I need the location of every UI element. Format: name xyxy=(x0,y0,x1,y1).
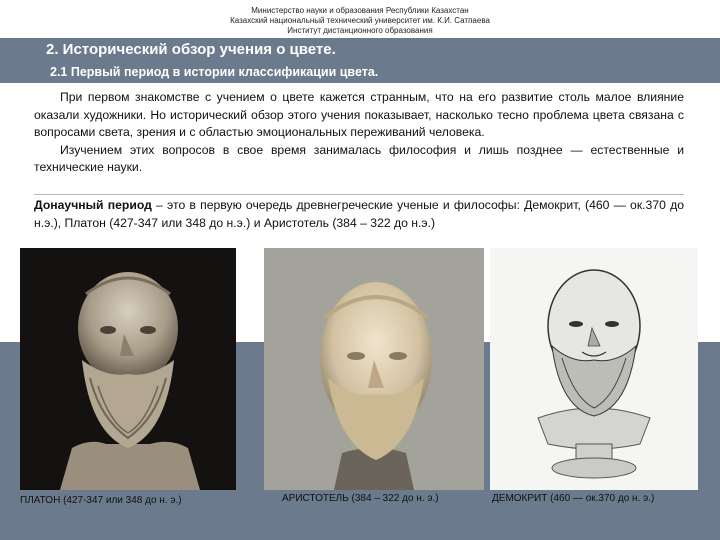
democritus-bust-image xyxy=(490,248,698,490)
prescientific-text: – это в первую очередь древнегреческие ученые и философы: Демокрит, (460 — ок.370 до н.э.), Платон (427-347 или 348 до н.э.) и Аристотель (384 – 322 до н.э.) xyxy=(34,198,684,230)
separator-line xyxy=(34,194,684,195)
header-university: Казахский национальный технический университет им. К.И. Сатпаева xyxy=(230,16,490,25)
header-ministry: Министерство науки и образования Республики Казахстан xyxy=(251,6,469,15)
header-institute: Институт дистанционного образования xyxy=(287,26,433,35)
section-title: 2. Исторический обзор учения о цвете. xyxy=(0,38,720,62)
plato-bust-image xyxy=(20,248,236,490)
aristotle-bust-image xyxy=(264,248,484,490)
intro-text xyxy=(34,89,684,177)
plato-caption: ПЛАТОН (427-347 или 348 до н. э.) xyxy=(20,495,182,506)
intro-paragraph-1: При первом знакомстве с учением о цвете кажется странным, что на его развитие столь малое влияние оказали художники. Но исторический обзор этого учения показывает, насколько тесно проблема цвета связана с вопросами света, зрения и с областью эмоциональных переживаний человека. xyxy=(34,90,684,139)
aristotle-caption: АРИСТОТЕЛЬ (384 – 322 до н. э.) xyxy=(282,493,439,504)
intro-paragraph-2: Изучением этих вопросов в свое время занималась философия и лишь позднее — естественные и технические науки. xyxy=(34,142,684,174)
prescientific-paragraph xyxy=(34,197,684,232)
subsection-title: 2.1 Первый период в истории классификации цвета. xyxy=(0,62,720,84)
institution-header xyxy=(0,6,720,36)
prescientific-term: Донаучный период xyxy=(34,198,152,212)
democritus-caption: ДЕМОКРИТ (460 — ок.370 до н. э.) xyxy=(492,493,655,504)
